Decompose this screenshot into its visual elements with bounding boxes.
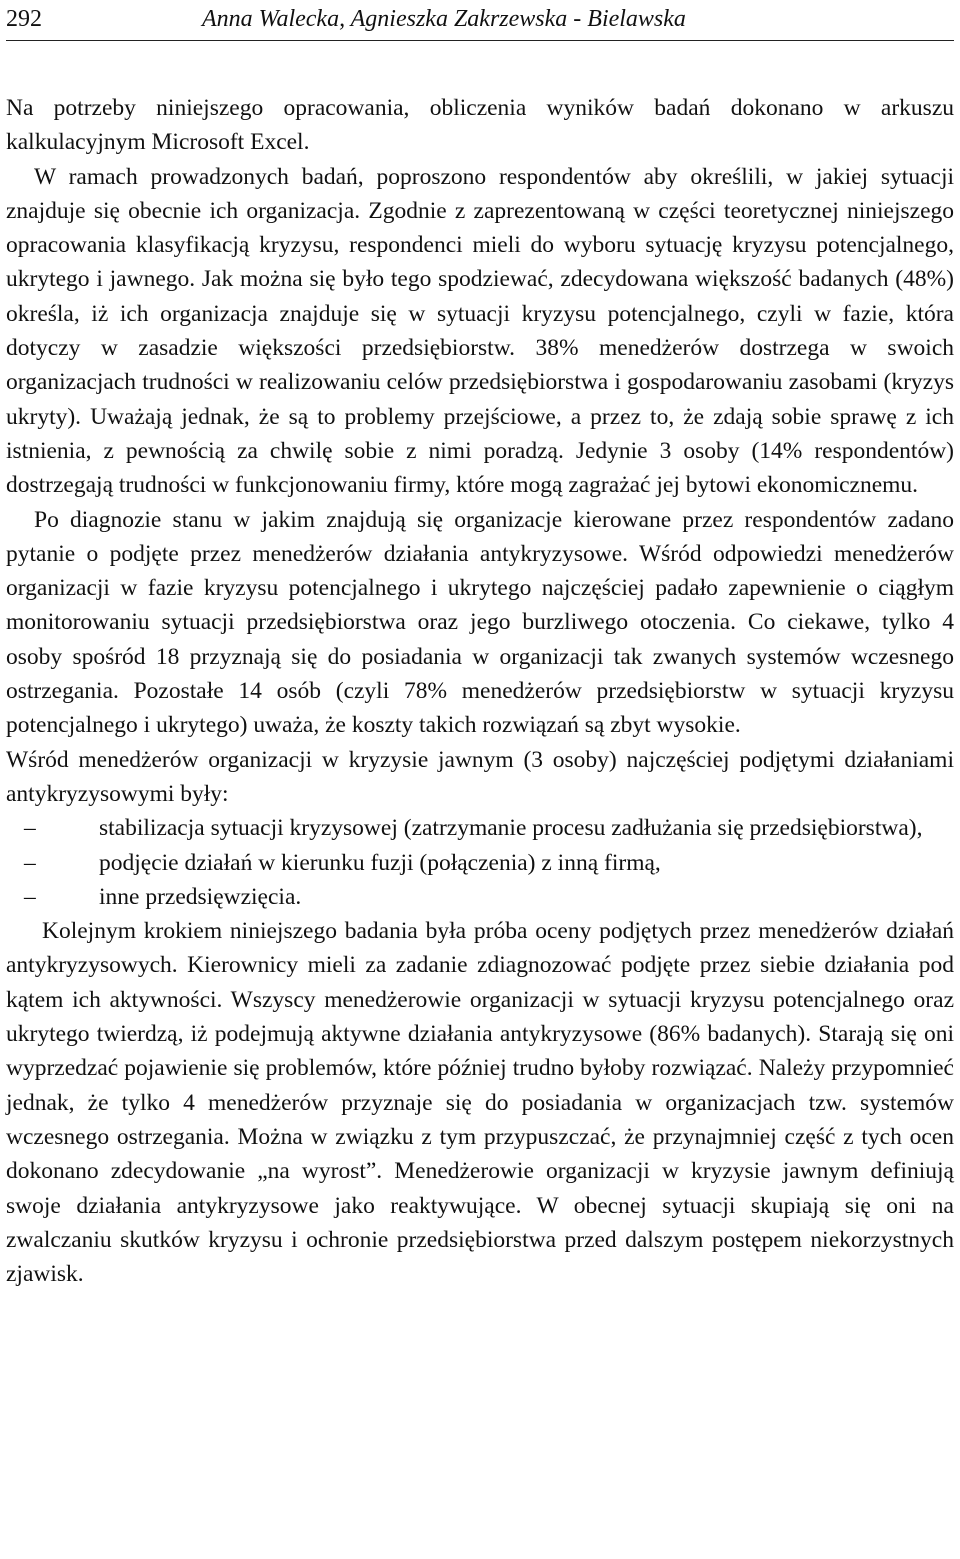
paragraph-excel: Na potrzeby niniejszego opracowania, obliczenia wyników badań dokonano w arkuszu kalkulacyjnym Microsoft Excel. bbox=[6, 95, 954, 156]
dash-bullet: – bbox=[24, 883, 36, 910]
page-number: 292 bbox=[6, 6, 42, 32]
paragraph-anti-crisis-actions: Po diagnozie stanu w jakim znajdują się organizacje kierowane przez respondentów zadano pytanie o podjęte przez menedżerów działania antykryzysowe. Wśród odpowiedzi menedżerów organizacji w fazie kryzysu potencjalnego i ukrytego najczęściej padało zapewnienie o ciągłym monitorowaniu sytuacji przedsiębiorstwa oraz jego burzliwego otoczenia. Co ciekawe, tylko 4 osoby spośród 18 przyznają się do posiadania w organizacji tak zwanych systemów wczesnego ostrzegania. Pozostałe 14 osób (czyli 78% menedżerów przedsiębiorstw w sytuacji kryzysu potencjalnego i ukrytego) uważa, że koszty takich rozwiązań są zbyt wysokie. bbox=[6, 506, 954, 739]
document-page bbox=[6, 0, 954, 1291]
paragraph-assessment: Kolejnym krokiem niniejszego badania była próba oceny podjętych przez menedżerów działań antykryzysowych. Kierownicy mieli za zadanie zdiagnozować podjęte przez siebie działania pod kątem ich aktywności. Wszyscy menedżerowie organizacji w sytuacji kryzysu potencjalnego oraz ukrytego twierdzą, iż podejmują aktywne działania antykryzysowe (86% badanych). Starają się oni wyprzedzać pojawienie się problemów, które później trudno byłoby rozwiązać. Należy przypomnieć jednak, że tylko 4 menedżerów przyznaje się do posiadania w organizacjach tzw. systemów wczesnego ostrzegania. Można w związku z tym przypuszczać, że przynajmniej część z tych ocen dokonano zdecydowanie „na wyrost”. Menedżerowie organizacji w kryzysie jawnym definiują swoje działania antykryzysowe jako reaktywujące. W obecnej sytuacji skupiają się oni na zwalczaniu skutków kryzysu i ochronie przedsiębiorstwa przed dalszym postępem niekorzystnych zjawisk. bbox=[6, 918, 954, 1288]
running-title: Anna Walecka, Agnieszka Zakrzewska - Bielawska bbox=[202, 6, 686, 32]
list-item-text: inne przedsięwzięcia. bbox=[99, 883, 302, 910]
dash-bullet: – bbox=[24, 849, 36, 876]
list-item-text: stabilizacja sytuacji kryzysowej (zatrzymanie procesu zadłużania się przedsiębiorstwa), bbox=[99, 815, 923, 842]
paragraph-crisis-situation: W ramach prowadzonych badań, poproszono respondentów aby określili, w jakiej sytuacji znajduje się obecnie ich organizacja. Zgodnie z zaprezentowaną w części teoretycznej niniejszego opracowania klasyfikacją kryzysu, respondenci mieli do wyboru sytuację kryzysu potencjalnego, ukrytego i jawnego. Jak można się było tego spodziewać, zdecydowana większość badanych (48%) określa, iż ich organizacja znajduje się w sytuacji kryzysu potencjalnego, czyli w fazie, która dotyczy w zasadzie większości przedsiębiorstw. 38% menedżerów dostrzega w swoich organizacjach trudności w realizowaniu celów przedsiębiorstwa i gospodarowaniu zasobami (kryzys ukryty). Uważają jednak, że są to problemy przejściowe, a przez to, że zdają sobie sprawę z ich istnienia, z pewnością za chwilę sobie z nimi poradzą. Jedynie 3 osoby (14% respondentów) dostrzegają trudności w funkcjonowaniu firmy, które mogą zagrażać jej bytowi ekonomicznemu. bbox=[6, 163, 954, 499]
list-item bbox=[6, 811, 954, 845]
list-item bbox=[6, 846, 954, 880]
document-body bbox=[6, 91, 954, 1291]
paragraph-open-crisis-intro: Wśród menedżerów organizacji w kryzysie jawnym (3 osoby) najczęściej podjętymi działaniami antykryzysowymi były: bbox=[6, 746, 954, 807]
dash-bullet: – bbox=[24, 815, 36, 842]
list-item-text: podjęcie działań w kierunku fuzji (połączenia) z inną firmą, bbox=[99, 849, 661, 876]
actions-list bbox=[6, 811, 954, 914]
page-header bbox=[6, 4, 954, 41]
list-item bbox=[6, 880, 954, 914]
